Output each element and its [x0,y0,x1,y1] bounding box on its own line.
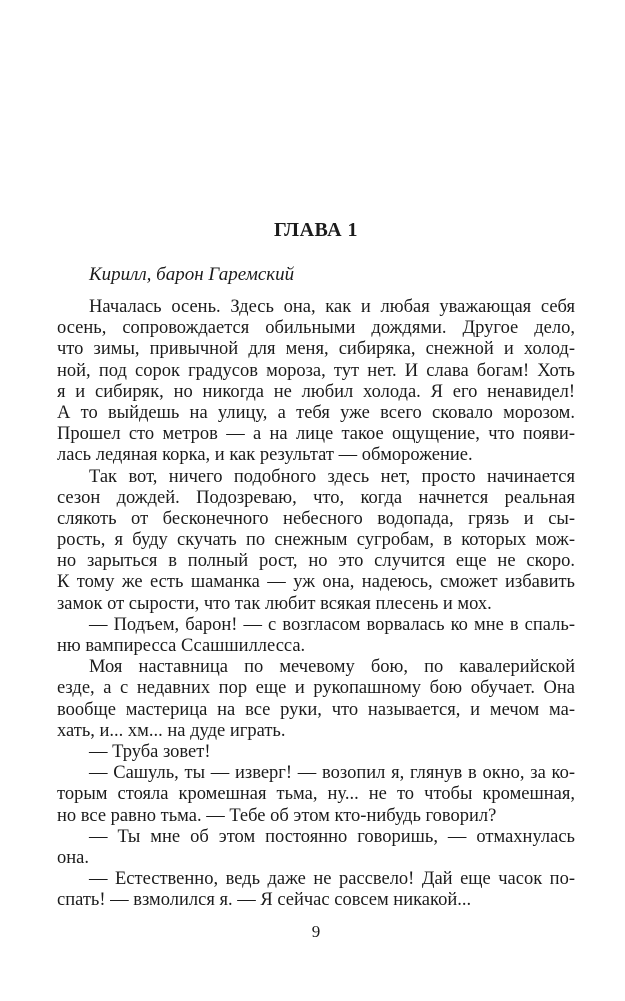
text-line: она. [57,847,89,868]
text-line: А то выйдешь на улицу, а тебя уже всего сковало морозом. [57,402,575,423]
text-line: — Естественно, ведь даже не рассвело! Дай еще часок по- [89,869,575,890]
paragraph [57,763,575,827]
text-line: ной, под сорок градусов мороза, тут нет. И слава богам! Хоть [57,360,575,381]
text-line: рость, я буду скучать по снежным сугробам, в которых мож- [57,530,575,551]
text-line: хать, и... хм... на дуде играть. [57,720,286,741]
chapter-subtitle: Кирилл, барон Гаремский [89,264,295,285]
body-text [57,297,575,911]
text-line: Прошел сто метров — а на лице такое ощущение, что появи- [57,424,575,445]
text-line: — Сашуль, ты — изверг! — возопил я, глянув в окно, за ко- [89,763,575,784]
paragraph [57,742,575,763]
text-line: замок от сырости, что так любит всякая плесень и мох. [57,593,492,614]
text-line: К тому же есть шаманка — уж она, надеюсь, сможет избавить [57,572,575,593]
text-line: спать! — взмолился я. — Я сейчас совсем никакой... [57,890,472,911]
text-line: Так вот, ничего подобного здесь нет, просто начинается [89,466,575,487]
paragraph [57,657,575,742]
chapter-title: ГЛАВА 1 [273,219,359,241]
text-line: Началась осень. Здесь она, как и любая уважающая себя [89,297,575,317]
page-content [57,0,575,911]
text-line: — Ты мне об этом постоянно говоришь, — отмахнулась [89,826,575,847]
text-line: ню вампиресса Ссашшиллесса. [57,636,306,656]
paragraph [57,827,575,869]
paragraph [57,615,575,657]
text-line: — Подъем, барон! — с возгласом ворвалась ко мне в спаль- [89,614,575,635]
text-line: лась ледяная корка, и как результат — обморожение. [57,445,473,466]
text-line: сезон дождей. Подозреваю, что, когда начнется реальная [57,487,575,508]
text-line: я и сибиряк, но никогда не любил холода. Я его ненавидел! [57,381,575,402]
text-line: что зимы, привычной для меня, сибиряка, снежной и холод- [57,339,575,360]
paragraph [57,869,575,911]
text-line: но зарыться в полный рост, но это случится еще не скоро. [57,551,575,572]
paragraph [57,467,575,615]
text-line: торым стояла кромешная тьма, ну... не то чтобы кромешная, [57,784,575,805]
page-number: 9 [311,922,321,941]
text-line: слякоть от бесконечного небесного водопада, грязь и сы- [57,508,575,529]
text-line: езде, а с недавних пор еще и рукопашному бою обучает. Она [57,678,575,699]
text-line: Моя наставница по мечевому бою, по кавалерийской [89,657,575,678]
text-line: — Труба зовет! [89,741,211,762]
paragraph [57,297,575,467]
text-line: вообще мастерица на все руки, что называется, и мечом ма- [57,699,575,720]
text-line: осень, сопровождается обильными дождями. Другое дело, [57,318,575,339]
text-line: но все равно тьма. — Тебе об этом кто-нибудь говорил? [57,805,497,826]
